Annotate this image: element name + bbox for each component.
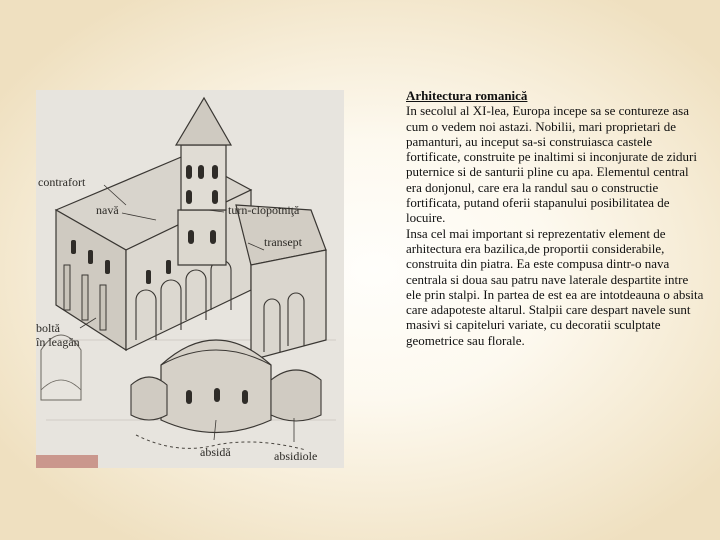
label-bolta: boltă (36, 321, 60, 335)
paragraph-castles: In secolul al XI-lea, Europa incepe sa se contureze asa cum o vedem noi astazi. Nobilii, mari proprietari de pamanturi, au inceput sa-si construiasca castele fortificate, construite pe inaltimi si inconjurate de ziduri puternice si de santurii pline cu apa. Elementul central era donjonul, care era la randul sau o constructie fortificata, putand oferii stapanului posibilitatea de locuire. (406, 103, 697, 226)
basilica-drawing (36, 90, 344, 468)
slide-title: Arhitectura romanică (406, 88, 528, 103)
basilica-illustration (36, 90, 344, 468)
label-nava: navă (96, 203, 119, 217)
label-transept: transept (264, 235, 302, 249)
paragraph-basilica: Insa cel mai important si reprezentativ element de arhitectura era bazilica,de proportii considerabile, construita din piatra. Ea este compusa dintr-o nava centrala si doua sau patru nave laterale despartite intre ele prin stalpi. In partea de est ea are intotdeauna o absita care adapoteste altarul. Stalpii care despart navele sunt masivi si capiteluri variate, cu decoratii sculptate geometrice sau florale. (406, 225, 704, 348)
article-text (406, 88, 706, 348)
label-absida: absidă (200, 445, 231, 459)
label-absidiole: absidiole (274, 449, 318, 463)
label-contrafort: contrafort (38, 175, 86, 189)
label-turn-clopotnita: turn-clopotniţă (228, 203, 300, 217)
label-in-leagan: în leagăn (36, 335, 80, 349)
